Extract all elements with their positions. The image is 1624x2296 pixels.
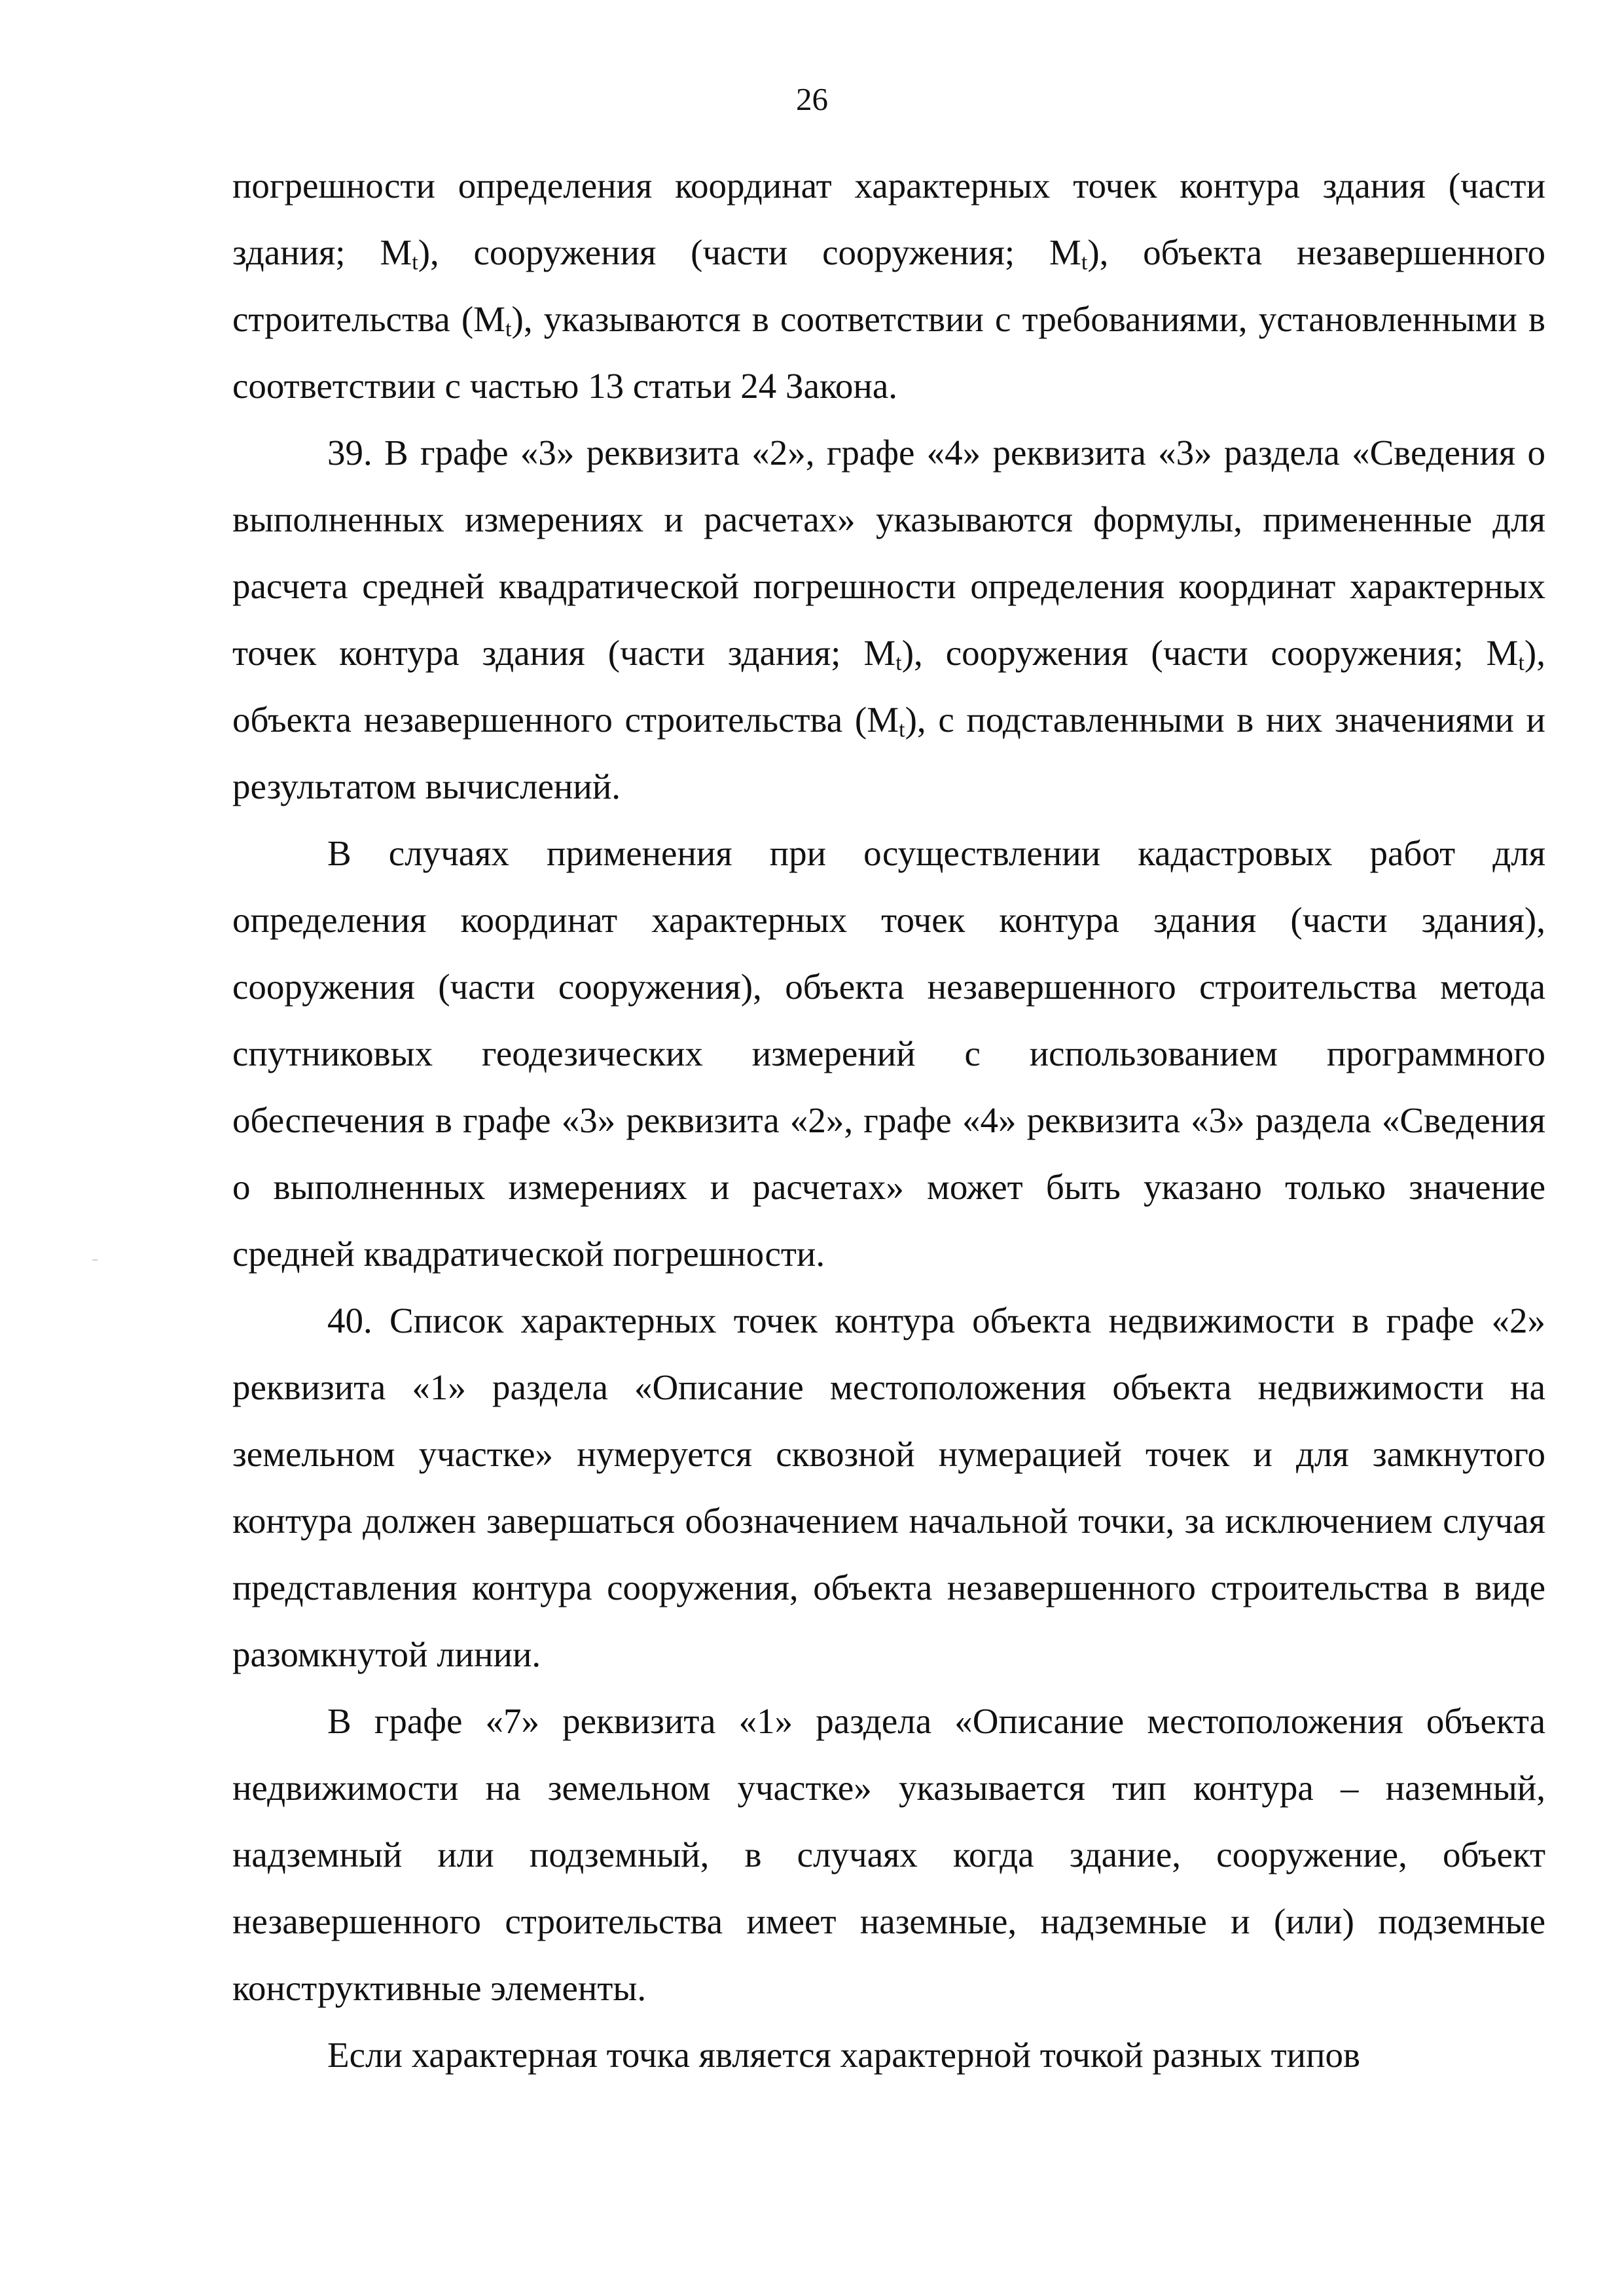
subscript: t [505,317,512,342]
text-run: погрешности определения координат характерных точек контура здания (части здания; M [232,166,1545,272]
text-run: В случаях применения при осуществлении кадастровых работ для определения координат характерных точек контура здания (части здания), сооружения (части сооружения), объекта незавершенного строительства метода спутниковых геодезических измерений с использованием программного обеспечения в графе «3» реквизита «2», графе «4» реквизита «3» раздела «Сведения о выполненных измерениях и расчетах» может быть указано только значение средней квадратической погрешности. [232,833,1545,1274]
text-run: 40. Список характерных точек контура объекта недвижимости в графе «2» реквизита «1» раздела «Описание местоположения объекта недвижимости на земельном участке» нумеруется сквозной нумерацией точек и для замкнутого контура должен завершаться обозначением начальной точки, за исключением случая представления контура сооружения, объекта незавершенного строительства в виде разомкнутой линии. [232,1300,1545,1674]
subscript: t [1081,250,1088,275]
subscript: t [1518,651,1525,675]
text-run: В графе «7» реквизита «1» раздела «Описание местоположения объекта недвижимости на земельном участке» указывается тип контура – наземный, надземный или подземный, в случаях когда здание, сооружение, объект незавершенного строительства имеет наземные, надземные и (или) подземные конструктивные элементы. [232,1701,1545,2008]
scan-artifact [92,1259,98,1261]
subscript: t [899,717,905,742]
text-run: ), объекта незавершенного строительства (M [232,232,1545,339]
text-run: Если характерная точка является характерной точкой разных типов [327,2035,1361,2075]
paragraph [232,820,1545,1287]
text-run: 39. В графе «3» реквизита «2», графе «4» реквизита «3» раздела «Сведения о выполненных измерениях и расчетах» указываются формулы, примененные для расчета средней квадратической погрешности определения координат характерных точек контура здания (части здания; M [232,433,1545,673]
paragraph [232,152,1545,420]
subscript: t [895,651,902,675]
paragraph [232,420,1545,820]
body-text [232,152,1545,2089]
text-run: ), объекта незавершенного строительства (M [232,633,1545,740]
subscript: t [412,250,418,275]
paragraph [232,1287,1545,1688]
paragraph [232,1688,1545,2022]
text-run: ), сооружения (части сооружения; M [901,633,1519,673]
text-run: ), указываются в соответствии с требованиями, установленными в соответствии с частью 13 статьи 24 Закона. [232,299,1545,406]
text-run: ), с подставленными в них значениями и результатом вычислений. [232,700,1545,806]
page-number: 26 [796,81,828,117]
paragraph [232,2022,1545,2089]
text-run: ), сооружения (части сооружения; M [418,232,1081,272]
